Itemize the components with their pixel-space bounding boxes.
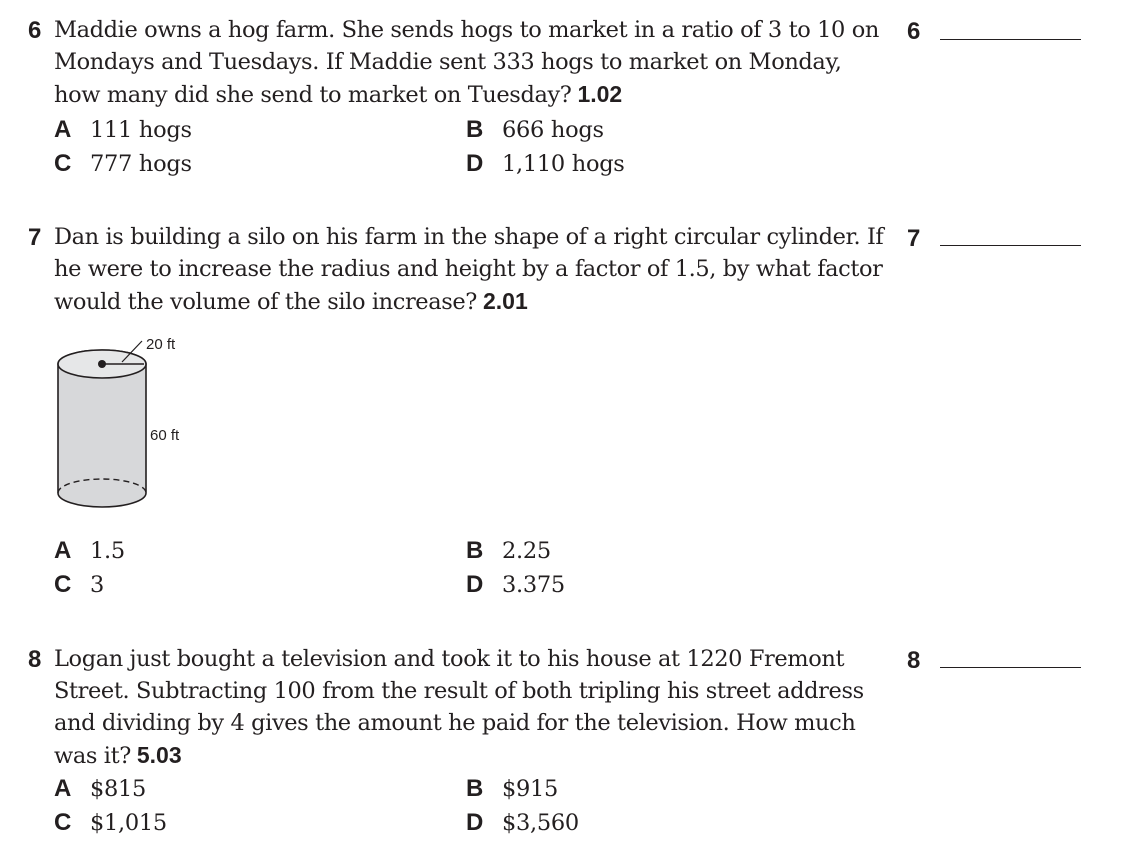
choice-letter: B [466, 116, 484, 143]
choice-text: $815 [90, 776, 147, 802]
choice-letter: B [466, 537, 484, 564]
choice-letter: D [466, 150, 484, 177]
choice-b[interactable] [466, 116, 604, 144]
choice-letter: C [54, 150, 72, 177]
standard-code: 1.02 [577, 81, 623, 107]
choice-c[interactable] [54, 809, 167, 837]
standard-code: 5.03 [136, 742, 182, 768]
answer-blank[interactable] [940, 39, 1081, 40]
choice-letter: A [54, 537, 72, 564]
choice-letter: C [54, 809, 72, 836]
choice-d[interactable] [466, 150, 625, 178]
choice-text: 1.5 [90, 538, 125, 564]
question-body: Maddie owns a hog farm. She sends hogs to market in a ratio of 3 to 10 on Mondays and Tuesdays. If Maddie sent 333 hogs to market on Monday, how many did she send to market on Tuesday? [54, 17, 879, 108]
question-text [54, 643, 884, 772]
choice-text: $1,015 [90, 810, 167, 836]
choice-d[interactable] [466, 809, 579, 837]
choice-letter: B [466, 775, 484, 802]
choice-c[interactable] [54, 150, 192, 178]
choice-a[interactable] [54, 537, 125, 565]
question-number: 8 [28, 646, 42, 673]
choice-a[interactable] [54, 775, 146, 803]
choice-letter: D [466, 809, 484, 836]
choice-text: 666 hogs [502, 117, 604, 143]
choice-text: 2.25 [502, 538, 551, 564]
choice-c[interactable] [54, 571, 104, 599]
choice-b[interactable] [466, 537, 551, 565]
radius-label: 20 ft [146, 336, 176, 353]
choice-text: 1,110 hogs [502, 151, 625, 177]
choice-letter: C [54, 571, 72, 598]
choice-letter: A [54, 775, 72, 802]
cylinder-figure [54, 328, 214, 518]
choice-text: 111 hogs [90, 117, 192, 143]
question-text [54, 14, 884, 111]
choice-b[interactable] [466, 775, 558, 803]
choice-letter: A [54, 116, 72, 143]
question-number: 7 [28, 224, 42, 251]
choice-d[interactable] [466, 571, 565, 599]
choice-text: $915 [502, 776, 559, 802]
answer-blank[interactable] [940, 667, 1081, 668]
choice-text: 777 hogs [90, 151, 192, 177]
question-number: 6 [28, 17, 42, 44]
center-point [98, 360, 106, 368]
choice-a[interactable] [54, 116, 192, 144]
choice-text: $3,560 [502, 810, 579, 836]
answer-blank[interactable] [940, 245, 1081, 246]
answer-label: 8 [907, 647, 921, 674]
height-label: 60 ft [150, 427, 180, 444]
choice-text: 3.375 [502, 572, 565, 598]
question-body: Logan just bought a television and took it to his house at 1220 Fremont Street. Subtracting 100 from the result of both tripling his street address and dividing by 4 gives the amount he paid for the television. How much was it? [54, 646, 864, 769]
question-body: Dan is building a silo on his farm in the shape of a right circular cylinder. If he were to increase the radius and height by a factor of 1.5, by what factor would the volume of the silo increase? [54, 224, 884, 315]
choice-text: 3 [90, 572, 105, 598]
answer-label: 6 [907, 18, 921, 45]
choice-letter: D [466, 571, 484, 598]
question-text [54, 221, 884, 318]
standard-code: 2.01 [482, 288, 528, 314]
answer-label: 7 [907, 225, 921, 252]
